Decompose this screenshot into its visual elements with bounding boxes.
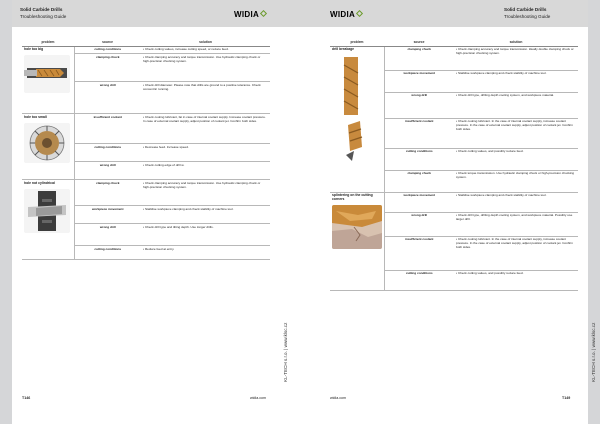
solution-cell: • Stabilise workpiece clamping and check stability of machine tool.: [454, 70, 578, 92]
left-header: [12, 0, 300, 27]
solution-cell: • Check drill type, drilling depth cooling system, and workpiece material.: [454, 92, 578, 118]
cause-cell: cutting conditions: [74, 46, 141, 54]
hole-not-cylindrical-illustration: [24, 189, 70, 233]
solution-cell: • Check cutting values, and possibly reduce feed.: [454, 270, 578, 290]
drill-breakage-illustration: [332, 55, 372, 165]
cause-cell: cutting conditions: [384, 148, 454, 170]
right-page: [300, 0, 600, 424]
problem-title: hole too big: [24, 47, 44, 51]
problem-title: hole too small: [24, 114, 47, 119]
right-header: [300, 0, 588, 27]
cause-cell: wrong drill: [384, 92, 454, 118]
widia-logo: [330, 10, 362, 19]
col-source: source: [384, 38, 454, 46]
table-row: [330, 46, 578, 70]
widia-logo: [234, 10, 266, 19]
page-number: T149: [562, 396, 571, 400]
solution-cell: • Decrease feed. Increase speed.: [141, 144, 270, 162]
cause-cell: wrong drill: [74, 224, 141, 246]
header-subtitle: Troubleshooting Guide: [20, 14, 67, 19]
problem-cell: [22, 180, 74, 260]
col-problem: problem: [330, 38, 384, 46]
splintering-photo: [332, 205, 382, 249]
solution-cell: • Check cooling lubricant. In the case of internal coolant supply, increase coolant pressure. In the case of external coolant supply, adjust position of coolant jet. Confirm both sides.: [454, 236, 578, 270]
col-solution: solution: [141, 38, 270, 46]
solution-cell: • Check drill type, drilling depth cooling system, and workpiece material. Possibly use larger drill.: [454, 212, 578, 236]
solution-cell: • Check torque transmission. Use hydraulic clamping chuck or high-precision chucking system.: [454, 170, 578, 192]
table-row: [330, 192, 578, 212]
solution-cell: • Check cutting values, increase cutting speed, or reduce feed.: [141, 46, 270, 54]
cause-cell: workpiece movement: [384, 192, 454, 212]
cause-cell: wrong drill: [384, 212, 454, 236]
cause-cell: insufficient coolant: [74, 114, 141, 144]
col-solution: solution: [454, 38, 578, 46]
cause-cell: insufficient coolant: [384, 118, 454, 148]
site-link[interactable]: widia.com: [250, 396, 266, 400]
logo-mark-icon: [356, 10, 363, 17]
problem-title: drill breakage: [332, 47, 355, 51]
cause-cell: wrong drill: [74, 82, 141, 114]
solution-cell: • Check clamping accuracy and torque transmission. Use hydraulic clamping chuck or high-precision chucking system.: [141, 180, 270, 206]
problem-cell: [330, 192, 384, 290]
cause-cell: workpiece movement: [74, 206, 141, 224]
problem-cell: [330, 46, 384, 192]
right-table-area: [330, 38, 578, 291]
solution-cell: • Check drill type and tilting depth. Use longer drills.: [141, 224, 270, 246]
problem-title: hole not cylindrical: [24, 180, 55, 185]
cause-cell: clamping chuck: [384, 46, 454, 70]
col-problem: problem: [22, 38, 74, 46]
header-subtitle: Troubleshooting Guide: [504, 14, 551, 19]
cause-cell: clamping chuck: [74, 54, 141, 82]
cause-cell: cutting conditions: [384, 270, 454, 290]
left-table-area: [22, 38, 270, 260]
solution-cell: • Check drill diameter. Please note that drills are ground to a positive tolerance. Check concentric running.: [141, 82, 270, 114]
header-title: Solid Carbide Drills: [504, 7, 547, 12]
cause-cell: cutting conditions: [74, 144, 141, 162]
problem-cell: [22, 114, 74, 180]
cause-cell: cutting conditions: [74, 246, 141, 260]
solution-cell: • Check clamping accuracy and torque transmission. Ideally double clamping chuck or high-precision chucking system.: [454, 46, 578, 70]
cause-cell: clamping chuck: [384, 170, 454, 192]
col-source: source: [74, 38, 141, 46]
solution-cell: • Check cooling lubricant. In the case of internal coolant supply, increase coolant pressure. In the case of external coolant supply, adjust position of coolant jet. Confirm both sides.: [454, 118, 578, 148]
logo-text: WIDIA: [330, 10, 356, 19]
logo-mark-icon: [260, 10, 267, 17]
solution-cell: • Reduce feed at entry.: [141, 246, 270, 260]
troubleshooting-table-left: [22, 38, 270, 260]
troubleshooting-table-right: [330, 38, 578, 291]
hole-too-big-illustration: [24, 55, 70, 93]
left-edge-strip: [0, 0, 12, 424]
solution-cell: • Stabilise workpiece clamping and check stability of machine tool.: [141, 206, 270, 224]
solution-cell: • Check cooling lubricant, fat in case of internal coolant supply. Increase coolant pressure. In case of external coolant supply, adjust position of coolant jet. Confirm both sides.: [141, 114, 270, 144]
page-number: T146: [22, 396, 31, 400]
solution-cell: • Check cutting edge of drill w.: [141, 162, 270, 180]
cause-cell: insufficient coolant: [384, 236, 454, 270]
table-row: [22, 46, 270, 54]
logo-text: WIDIA: [234, 10, 260, 19]
cause-cell: clamping chuck: [74, 180, 141, 206]
solution-cell: • Check cutting values, and possibly reduce feed.: [454, 148, 578, 170]
side-text: KL-TECH s.r.o. | www.klsc.cz: [283, 322, 288, 382]
hole-too-small-illustration: [24, 123, 70, 163]
side-text: KL-TECH s.r.o. | www.klsc.cz: [591, 322, 596, 382]
table-row: [22, 114, 270, 144]
solution-cell: • Stabilise workpiece clamping and check stability of machine tool.: [454, 192, 578, 212]
table-row: [22, 180, 270, 206]
cause-cell: wrong drill: [74, 162, 141, 180]
cause-cell: workpiece movement: [384, 70, 454, 92]
header-title: Solid Carbide Drills: [20, 7, 63, 12]
problem-cell: [22, 46, 74, 114]
problem-title: splintering on the cutting corners: [332, 193, 373, 201]
solution-cell: • Check clamping accuracy and torque transmission. Use hydraulic clamping chuck or high-precision chucking system.: [141, 54, 270, 82]
site-link[interactable]: widia.com: [330, 396, 346, 400]
